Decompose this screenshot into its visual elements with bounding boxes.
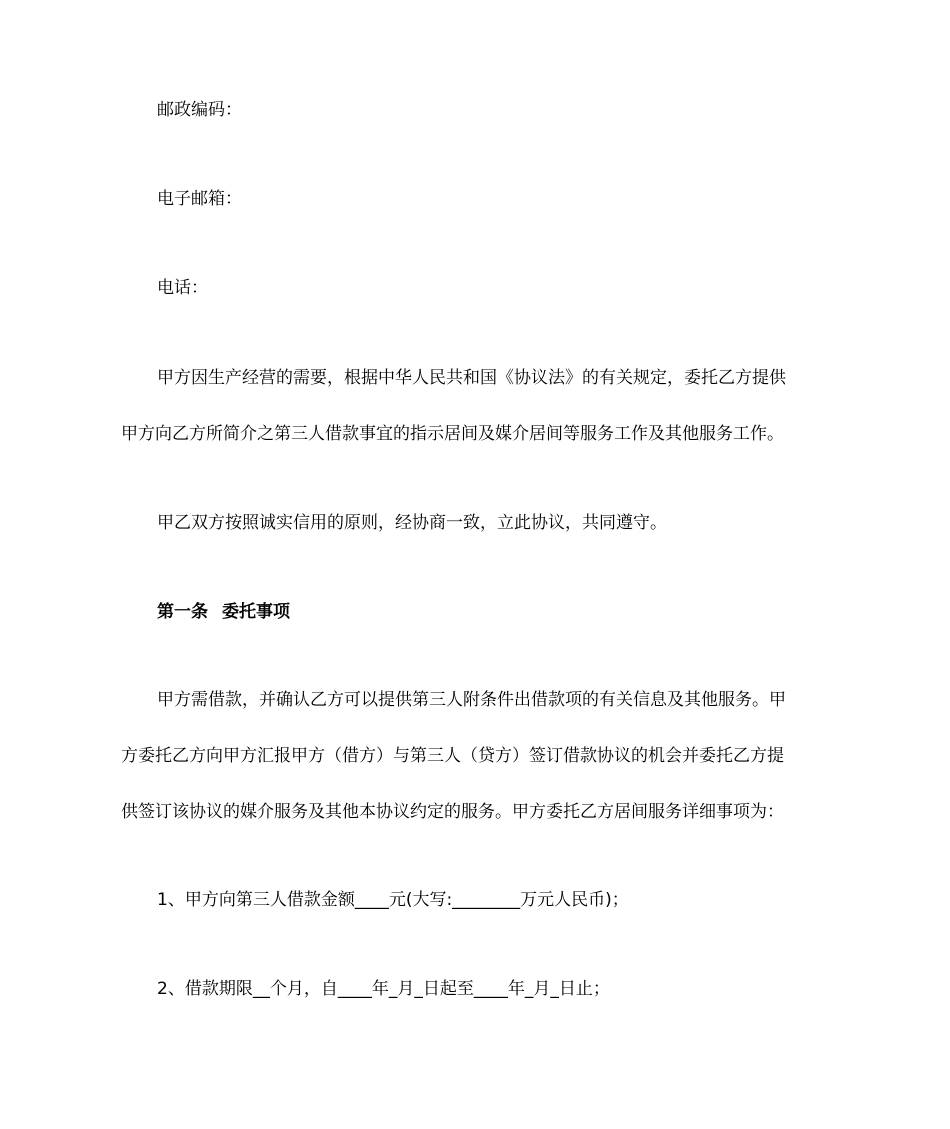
phone-field: 电话： [157, 278, 208, 298]
article-1-paragraph-line-2: 方委托乙方向甲方汇报甲方（借方）与第三人（贷方）签订借款协议的机会并委托乙方提 [121, 746, 784, 766]
article-1-item-1: 1、甲方向第三人借款金额____元(大写:________万元人民币)； [157, 890, 629, 910]
intro-paragraph-line-2: 甲方向乙方所简介之第三人借款事宜的指示居间及媒介居间等服务工作及其他服务工作。 [121, 424, 784, 444]
article-1-item-2: 2、借款期限__个月，自____年_月_日起至____年_月_日止； [157, 979, 610, 999]
postal-code-field: 邮政编码： [157, 100, 242, 120]
article-1-paragraph-line-1: 甲方需借款，并确认乙方可以提供第三人附条件出借款项的有关信息及其他服务。甲 [157, 690, 786, 710]
article-1-number: 第一条 [157, 602, 208, 622]
article-1-title: 委托事项 [222, 602, 290, 622]
article-1-heading [157, 601, 831, 623]
email-field: 电子邮箱： [157, 189, 242, 209]
principle-paragraph: 甲乙双方按照诚实信用的原则，经协商一致，立此协议，共同遵守。 [157, 513, 667, 533]
intro-paragraph-line-1: 甲方因生产经营的需要，根据中华人民共和国《协议法》的有关规定，委托乙方提供 [157, 368, 786, 388]
article-1-paragraph-line-3: 供签订该协议的媒介服务及其他本协议约定的服务。甲方委托乙方居间服务详细事项为： [121, 802, 784, 822]
